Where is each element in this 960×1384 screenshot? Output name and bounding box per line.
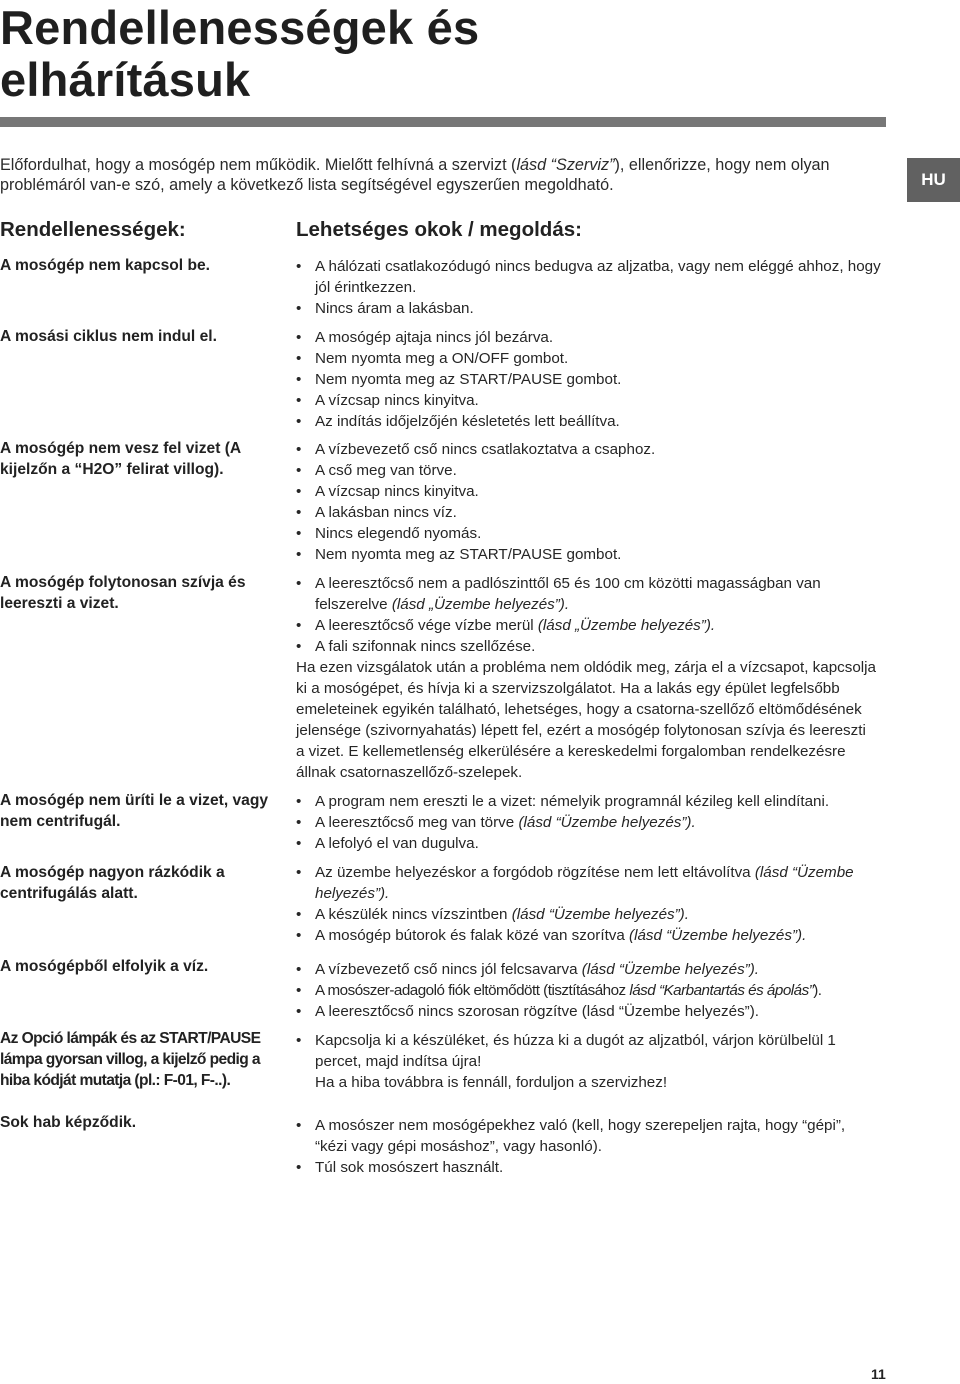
solution-cycle-not-starting — [296, 327, 886, 432]
cause-text: A mosógép bútorok és falak közé van szorítva — [315, 927, 630, 944]
cause-text: A vízbevezető cső nincs jól felcsavarva — [315, 961, 582, 978]
page-number: 11 — [871, 1366, 886, 1382]
cause-item: • A lakásban nincs víz. — [296, 502, 886, 523]
solution-continuous-fill-drain — [296, 573, 886, 783]
cause-item: • Nem nyomta meg az START/PAUSE gombot. — [296, 369, 886, 390]
solutions-column-header: Lehetséges okok / megoldás: — [296, 218, 582, 241]
cause-item — [296, 573, 886, 615]
intro-paragraph — [0, 155, 880, 195]
cause-text: A leeresztőcső meg van törve — [315, 814, 519, 831]
cause-item: • A leeresztőcső nincs szorosan rögzítve (lásd “Üzembe helyezés”). — [296, 1001, 886, 1022]
intro-service-reference: lásd “Szerviz” — [516, 156, 615, 174]
cause-list — [296, 1115, 886, 1178]
cause-item: • Túl sok mosószert használt. — [296, 1157, 886, 1178]
page-title-line-1: Rendellenességek és — [0, 1, 480, 54]
cause-list — [296, 327, 886, 432]
cause-reference: (lásd „Üzembe helyezés”). — [537, 617, 716, 634]
cause-item: • Nincs áram a lakásban. — [296, 298, 886, 319]
cause-item: • Az indítás időjelzőjén késletetés lett beállítva. — [296, 411, 886, 432]
problem-too-much-foam: Sok hab képződik. — [0, 1114, 137, 1131]
solution-too-much-foam — [296, 1115, 886, 1178]
cause-item — [296, 862, 886, 904]
cause-item: • A hálózati csatlakozódugó nincs bedugva az aljzatba, vagy nem eléggé ahhoz, hogy jól érintkezzen. — [296, 256, 886, 298]
cause-item — [296, 904, 886, 925]
problem-no-drain-no-spin: A mosógép nem üríti le a vizet, vagy nem centrifugál. — [0, 792, 269, 830]
cause-list — [296, 439, 886, 565]
cause-item: • A vízcsap nincs kinyitva. — [296, 481, 886, 502]
cause-item: • A fali szifonnak nincs szellőzése. — [296, 636, 886, 657]
cause-list — [296, 959, 886, 1022]
cause-item — [296, 812, 886, 833]
cause-reference: (lásd „Üzembe helyezés”). — [391, 596, 570, 613]
cause-reference: (lásd “Üzembe helyezés”). — [511, 906, 689, 923]
cause-reference: (lásd “Üzembe helyezés”). — [518, 814, 696, 831]
cause-item: • A vízbevezető cső nincs csatlakoztatva a csaphoz. — [296, 439, 886, 460]
cause-reference: (lásd “Üzembe helyezés”). — [581, 961, 760, 978]
cause-reference: (lásd “Üzembe helyezés”). — [315, 864, 854, 902]
solution-error-code-blinking — [296, 1030, 886, 1093]
solution-water-leak — [296, 959, 886, 1022]
cause-item: • Nincs elegendő nyomás. — [296, 523, 886, 544]
problem-error-code-blinking: Az Opció lámpák és az START/PAUSE lámpa gyorsan villog, a kijelző pedig a hiba kódját mutatja (pl.: F-01, F-..). — [0, 1030, 261, 1089]
cause-item — [296, 925, 886, 946]
cause-item: • A mosógép ajtaja nincs jól bezárva. — [296, 327, 886, 348]
cause-text: A leeresztőcső vége vízbe merül — [315, 617, 538, 634]
cause-item: • A cső meg van törve. — [296, 460, 886, 481]
cause-list — [296, 573, 886, 657]
cause-list — [296, 256, 886, 319]
cause-reference: (lásd “Üzembe helyezés”). — [629, 927, 807, 944]
solution-no-water-intake — [296, 439, 886, 565]
page-title-line-2: elhárításuk — [0, 53, 251, 106]
cause-item — [296, 615, 886, 636]
solution-no-power — [296, 256, 886, 319]
problem-strong-vibration: A mosógép nagyon rázkódik a centrifugálás alatt. — [0, 864, 225, 902]
page-title — [0, 2, 479, 106]
cause-item: • A vízcsap nincs kinyitva. — [296, 390, 886, 411]
problem-cycle-not-starting: A mosási ciklus nem indul el. — [0, 328, 217, 345]
cause-item: • A mosószer nem mosógépekhez való (kell, hogy szerepeljen rajta, hogy “gépi”, “kézi vagy gépi mosáshoz”, vagy hasonló). — [296, 1115, 855, 1157]
solution-no-drain-no-spin — [296, 791, 886, 854]
intro-text-2: ), ellenőrizze, hogy nem olyan problémáról van-e szó, amely a következő lista segítségével egyszerűen megoldható. — [0, 156, 830, 194]
cause-text-tail: ). — [813, 982, 822, 999]
cause-text: Az üzembe helyezéskor a forgódob rögzítése nem lett eltávolítva — [315, 864, 755, 881]
problem-water-leak: A mosógépből elfolyik a víz. — [0, 958, 209, 975]
cause-list — [296, 1030, 886, 1072]
cause-item: • Nem nyomta meg az START/PAUSE gombot. — [296, 544, 886, 565]
cause-list — [296, 791, 886, 854]
cause-reference: lásd “Karbantartás és ápolás” — [629, 982, 814, 999]
cause-item — [296, 959, 886, 980]
problem-continuous-fill-drain: A mosógép folytonosan szívja és leereszti a vizet. — [0, 574, 246, 612]
cause-list — [296, 862, 886, 946]
problems-column-header: Rendellenességek: — [0, 218, 186, 241]
cause-text: A mosószer-adagoló fiók eltömődött (tisztításához — [315, 982, 630, 999]
intro-text-1: Előfordulhat, hogy a mosógép nem működik. Mielőtt felhívná a szervizt ( — [0, 156, 517, 174]
problem-no-water-intake: A mosógép nem vesz fel vizet (A kijelzőn a “H2O” felirat villog). — [0, 440, 241, 478]
title-divider — [0, 117, 886, 127]
siphon-note: Ha ezen vizsgálatok után a probléma nem oldódik meg, zárja el a vízcsapot, kapcsolja ki a mosógépet, és hívja ki a szervizszolgálatot. Ha a lakás egy épület legfelsőbb emeleteinek egyikén található, lehetséges, hogy a csatorna-szellőző eltömődésének jelensége (szivornyahatás) lépett fel, ezért a mosógép folytonosan szívja és leereszti a vizet. E kellemetlenség elkerülésére a kereskedelmi forgalomban rendelkezésre állnak csatornaszellőző-szelepek. — [296, 659, 876, 781]
cause-item: • A program nem ereszti le a vizet: némelyik programnál kézileg kell elindítani. — [296, 791, 886, 812]
service-note: Ha a hiba továbbra is fennáll, forduljon a szervizhez! — [315, 1074, 668, 1091]
cause-item: • Nem nyomta meg a ON/OFF gombot. — [296, 348, 886, 369]
cause-item: • A lefolyó el van dugulva. — [296, 833, 886, 854]
cause-item — [296, 980, 886, 1001]
problem-no-power: A mosógép nem kapcsol be. — [0, 257, 210, 274]
cause-text: A készülék nincs vízszintben — [315, 906, 512, 923]
cause-item: • Kapcsolja ki a készüléket, és húzza ki a dugót az aljzatból, várjon körülbelül 1 percet, majd indítsa újra! — [296, 1030, 870, 1072]
cause-text: A leeresztőcső nem a padlószinttől 65 és 100 cm közötti magasságban van felszerelve — [315, 575, 821, 613]
language-tab: HU — [907, 158, 960, 202]
solution-strong-vibration — [296, 862, 886, 946]
